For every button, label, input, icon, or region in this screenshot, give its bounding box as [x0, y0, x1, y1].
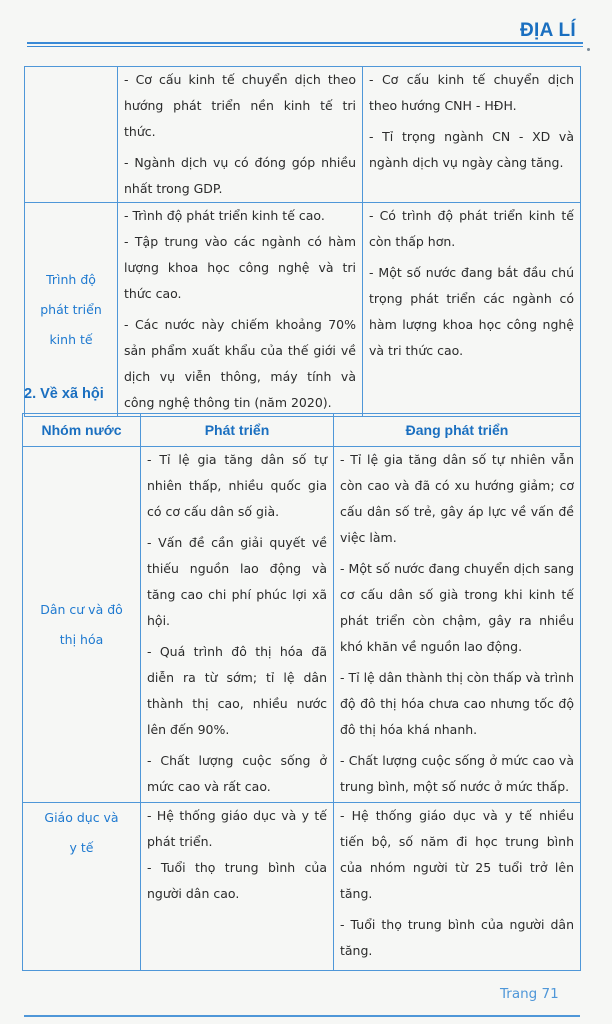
row-label: Trình độ phát triển kinh tế: [25, 203, 118, 417]
section-heading: 2. Về xã hội: [24, 386, 104, 402]
bullet-text: - Tập trung vào các ngành có hàm lượng khoa học công nghệ và tri thức cao.: [124, 234, 356, 301]
row-label: Giáo dục và y tế: [23, 803, 141, 971]
economy-table: [24, 66, 581, 417]
developed-cell: [118, 67, 363, 203]
bullet-text: - Quá trình đô thị hóa đã diễn ra từ sớm; tỉ lệ dân thành thị cao, nhiều nước lên đến 90%.: [147, 644, 327, 737]
society-table: [22, 413, 581, 971]
table-row: [23, 447, 581, 803]
bullet-text: - Các nước này chiếm khoảng 70% sản phẩm xuất khẩu của thế giới về dịch vụ viễn thông, máy tính và công nghệ thông tin (năm 2020).: [124, 317, 356, 410]
table-row: [25, 67, 581, 203]
bullet-text: - Tuổi thọ trung bình của người dân tăng.: [340, 917, 574, 958]
column-header-developed: Phát triển: [141, 414, 334, 447]
table-header-row: [23, 414, 581, 447]
bullet-text: - Một số nước đang chuyển dịch sang cơ cấu dân số già trong khi kinh tế phát triển còn chậm, gây ra nhiều khó khăn về nguồn lao động.: [340, 561, 574, 654]
bullet-text: - Cơ cấu kinh tế chuyển dịch theo hướng phát triển nền kinh tế tri thức.: [124, 72, 356, 139]
header-rule-thin: [27, 46, 583, 47]
page-number: Trang 71: [500, 986, 559, 1002]
bullet-text: - Tỉ lệ gia tăng dân số tự nhiên thấp, nhiều quốc gia có cơ cấu dân số già.: [147, 452, 327, 519]
developing-cell: [363, 67, 581, 203]
bullet-text: - Tỉ lệ gia tăng dân số tự nhiên vẫn còn cao và đã có xu hướng giảm; cơ cấu dân số trẻ, gây áp lực về vấn đề việc làm.: [340, 452, 574, 545]
footer-rule: [24, 1015, 580, 1017]
bullet-text: - Tỉ trọng ngành CN - XD và ngành dịch vụ ngày càng tăng.: [369, 129, 574, 170]
row-label: [25, 67, 118, 203]
bullet-text: - Cơ cấu kinh tế chuyển dịch theo hướng CNH - HĐH.: [369, 72, 574, 113]
developing-cell: [334, 447, 581, 803]
header-rule: [27, 42, 583, 44]
table-row: [23, 803, 581, 971]
bullet-text: - Tỉ lệ dân thành thị còn thấp và trình độ đô thị hóa chưa cao nhưng tốc độ đô thị hóa khá nhanh.: [340, 670, 574, 737]
bullet-text: - Hệ thống giáo dục và y tế phát triển.: [147, 808, 327, 849]
bullet-text: - Vấn đề cần giải quyết về thiếu nguồn lao động và tăng cao chi phí phúc lợi xã hội.: [147, 535, 327, 628]
table-row: [25, 203, 581, 417]
developed-cell: [118, 203, 363, 417]
developed-cell: [141, 447, 334, 803]
bullet-text: - Chất lượng cuộc sống ở mức cao và trung bình, một số nước ở mức thấp.: [340, 753, 574, 794]
bullet-text: - Hệ thống giáo dục và y tế nhiều tiến bộ, số năm đi học trung bình của nhóm người từ 25 tuổi trở lên tăng.: [340, 808, 574, 901]
bullet-text: - Chất lượng cuộc sống ở mức cao và rất cao.: [147, 753, 327, 794]
bullet-text: - Có trình độ phát triển kinh tế còn thấp hơn.: [369, 208, 574, 249]
bullet-text: - Ngành dịch vụ có đóng góp nhiều nhất trong GDP.: [124, 155, 356, 196]
bullet-text: - Trình độ phát triển kinh tế cao.: [124, 208, 325, 223]
developing-cell: [334, 803, 581, 971]
header-rule-dot: [587, 48, 590, 51]
column-header-group: Nhóm nước: [23, 414, 141, 447]
developed-cell: [141, 803, 334, 971]
bullet-text: - Một số nước đang bắt đầu chú trọng phát triển các ngành có hàm lượng khoa học công nghệ và tri thức cao.: [369, 265, 574, 358]
developing-cell: [363, 203, 581, 417]
column-header-developing: Đang phát triển: [334, 414, 581, 447]
row-label: Dân cư và đô thị hóa: [23, 447, 141, 803]
subject-title: ĐỊA LÍ: [520, 20, 576, 41]
bullet-text: - Tuổi thọ trung bình của người dân cao.: [147, 860, 327, 901]
